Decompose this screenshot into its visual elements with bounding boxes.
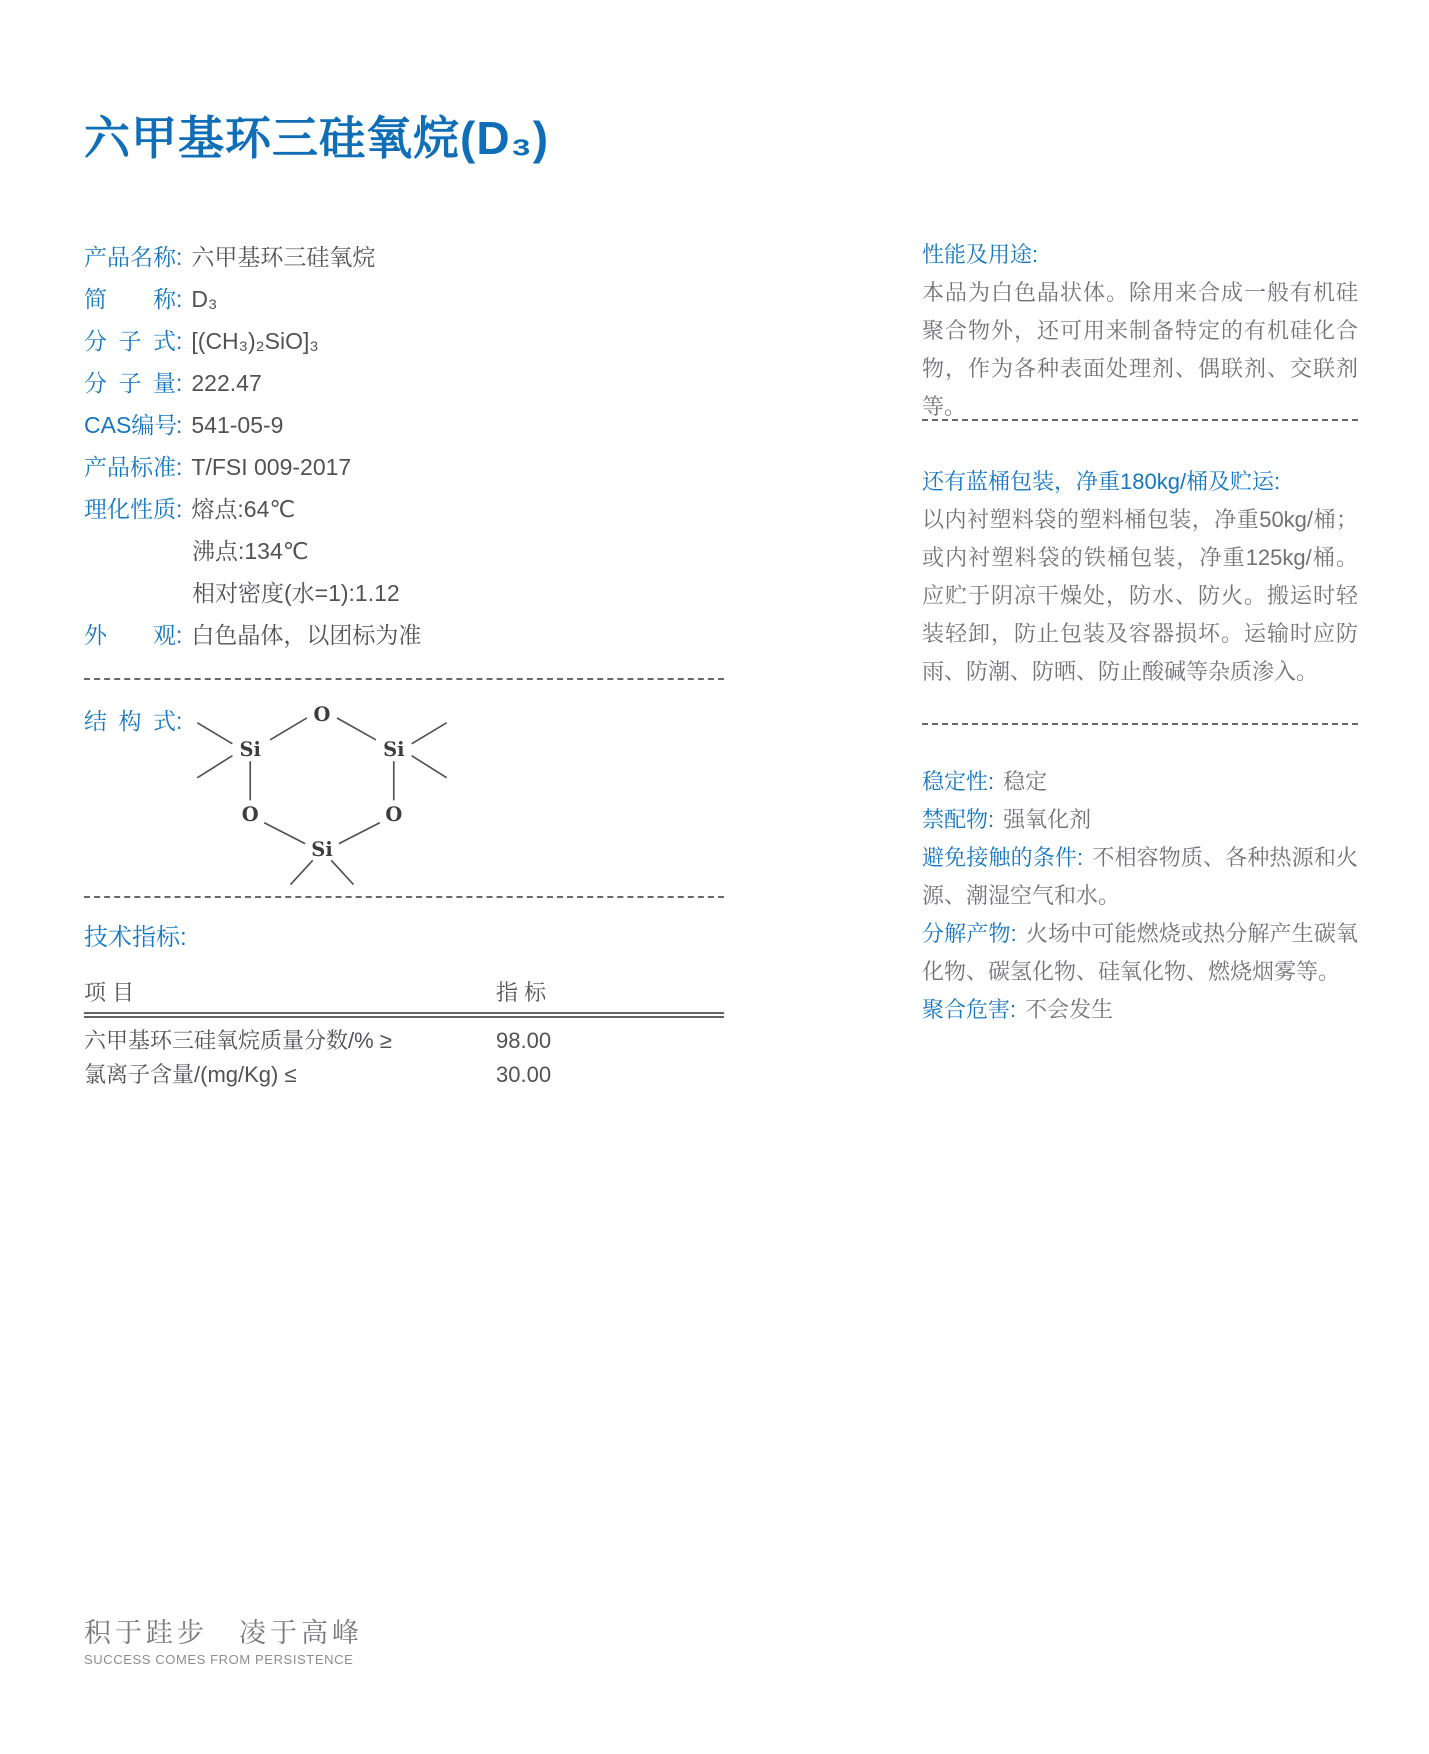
field-label: 分子量 (84, 370, 176, 396)
structure-label: 结构式: (84, 708, 183, 734)
label-colon: : (176, 622, 183, 648)
label-colon: : (176, 244, 183, 270)
column-header-item: 项 目 (84, 980, 135, 1005)
atom-label-o-top: O (313, 703, 331, 727)
table-cell-item: 六甲基环三硅氧烷质量分数/% ≥ (84, 1028, 392, 1053)
label-colon: : (176, 708, 183, 734)
usage-body: 本品为白色晶状体。除用来合成一般有机硅聚合物外，还可用来制备特定的有机硅化合物，作为各种表面处理剂、偶联剂、交联剂等。 (922, 280, 1358, 419)
usage-heading: 性能及用途: (922, 242, 1039, 267)
tech-spec-table (84, 974, 724, 1092)
table-row-chloride (84, 1058, 724, 1092)
dashed-divider (922, 419, 1358, 421)
field-label: 分子式 (84, 328, 176, 354)
field-value: 白色晶体，以团标为准 (191, 622, 422, 648)
product-info-list (84, 236, 754, 656)
dashed-divider (922, 723, 1358, 725)
page-title: 六甲基环三硅氧烷(D₃) (84, 112, 550, 164)
field-row-formula (84, 320, 754, 362)
packing-heading: 还有蓝桶包装，净重180kg/桶及贮运: (922, 469, 1281, 494)
atom-label-si-right: Si (383, 738, 405, 762)
table-cell-value: 30.00 (496, 1062, 552, 1087)
field-value: 相对密度(水=1):1.12 (192, 580, 400, 606)
label-colon: : (176, 328, 183, 354)
safety-value: 不相容物质、各种热源和火源、潮湿空气和水。 (922, 845, 1358, 908)
label-colon: : (176, 496, 183, 522)
safety-value: 火场中可能燃烧或热分解产生碳氧化物、碳氢化物、硅氧化物、燃烧烟雾等。 (922, 921, 1358, 984)
safety-value: 不会发生 (1025, 997, 1114, 1022)
field-value: T/FSI 009-2017 (191, 454, 352, 480)
footer-slogan-cn: 积于跬步 凌于高峰 (84, 1618, 363, 1648)
dashed-divider (84, 896, 724, 898)
footer-slogan-en: SUCCESS COMES FROM PERSISTENCE (84, 1652, 354, 1667)
field-value: 熔点:64℃ (191, 496, 296, 522)
table-row-purity (84, 1024, 724, 1058)
field-label: 产品名称 (84, 244, 176, 270)
column-header-value: 指 标 (496, 980, 547, 1005)
safety-label: 稳定性: (922, 769, 995, 794)
safety-label: 聚合危害: (922, 997, 1017, 1022)
field-label: 简称 (84, 286, 176, 312)
safety-pair-decomposition (922, 915, 1358, 991)
atom-label-o-left: O (241, 803, 259, 827)
safety-section (922, 763, 1358, 1029)
field-row-appearance (84, 614, 754, 656)
chemical-structure (186, 693, 458, 887)
field-row-short-name (84, 278, 754, 320)
safety-value: 稳定 (1003, 769, 1048, 794)
safety-pair-polymerization (922, 991, 1358, 1029)
field-row-mol-weight (84, 362, 754, 404)
field-row-boiling-point (84, 530, 754, 572)
label-colon: : (176, 286, 183, 312)
field-value: 222.47 (191, 370, 262, 396)
packing-section (922, 463, 1358, 691)
atom-label-si-left: Si (239, 738, 261, 762)
field-row-cas (84, 404, 754, 446)
field-row-density (84, 572, 754, 614)
field-value: [(CH₃)₂SiO]₃ (191, 328, 319, 354)
safety-pair-conditions-to-avoid (922, 839, 1358, 915)
atom-label-o-right: O (385, 803, 403, 827)
label-colon: : (176, 412, 183, 438)
field-value: 541-05-9 (191, 412, 284, 438)
atom-label-si-bottom: Si (311, 837, 333, 861)
field-value: D₃ (191, 286, 218, 312)
label-colon: : (176, 454, 183, 480)
safety-label: 避免接触的条件: (922, 845, 1084, 870)
field-label: 产品标准 (84, 454, 176, 480)
table-cell-item: 氯离子含量/(mg/Kg) ≤ (84, 1062, 297, 1087)
label-colon: : (176, 370, 183, 396)
field-value: 六甲基环三硅氧烷 (191, 244, 376, 270)
field-label: 外观 (84, 622, 176, 648)
table-cell-value: 98.00 (496, 1028, 552, 1053)
field-value: 沸点:134℃ (192, 538, 309, 564)
safety-label: 分解产物: (922, 921, 1017, 946)
tech-spec-heading: 技术指标: (84, 924, 187, 951)
usage-section (922, 236, 1358, 426)
field-label: 理化性质 (84, 496, 176, 522)
field-label: CAS编号 (84, 412, 178, 438)
safety-pair-incompatibles (922, 801, 1358, 839)
field-row-standard (84, 446, 754, 488)
field-row-product-name (84, 236, 754, 278)
table-header-row (84, 974, 724, 1012)
field-row-properties (84, 488, 754, 530)
packing-body: 以内衬塑料袋的塑料桶包装，净重50kg/桶；或内衬塑料袋的铁桶包装，净重125kg/桶。应贮于阴凉干燥处，防水、防火。搬运时轻装轻卸，防止包装及容器损坏。运输时应防雨、防潮、防晒、防止酸碱等杂质渗入。 (922, 507, 1358, 684)
safety-value: 强氧化剂 (1003, 807, 1092, 832)
safety-label: 禁配物: (922, 807, 995, 832)
safety-pair-stability (922, 763, 1358, 801)
dashed-divider (84, 678, 724, 680)
